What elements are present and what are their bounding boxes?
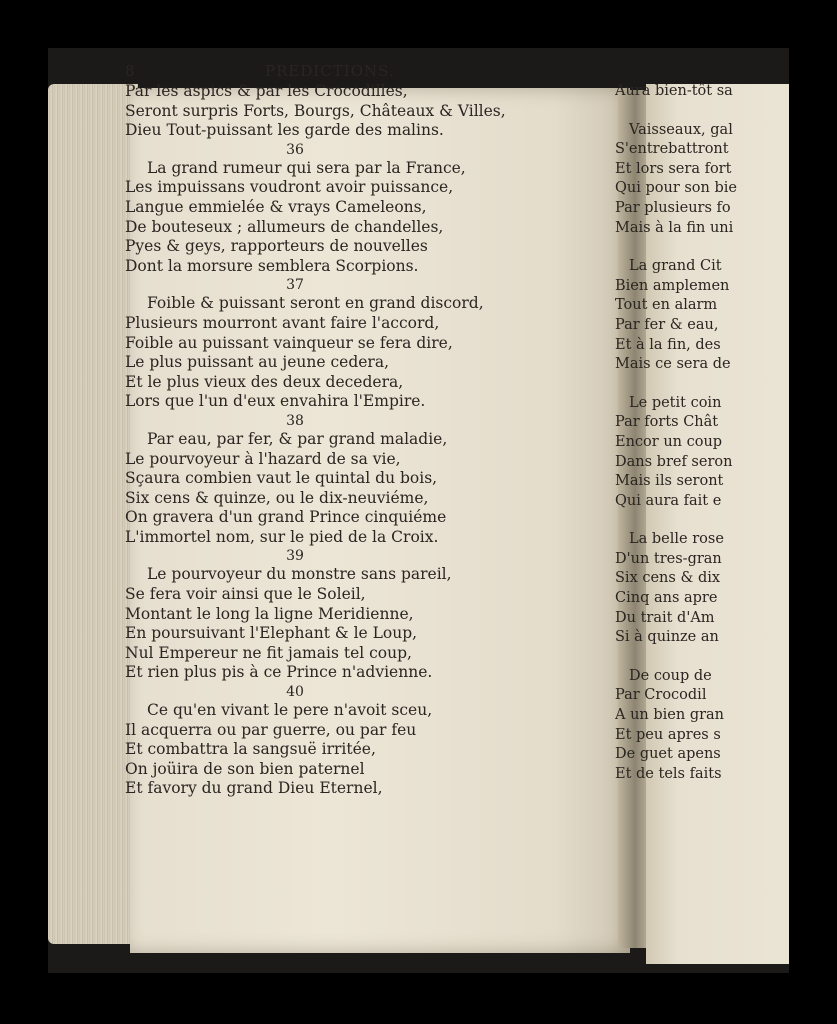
stanza-gap xyxy=(615,102,755,121)
verse-line: On joüira de son bien paternel xyxy=(125,759,365,778)
verse-line-fragment: Si à quinze an xyxy=(615,629,719,646)
stanza-number: 36 xyxy=(286,141,304,158)
verse-line-fragment: Vaisseaux, gal xyxy=(629,121,733,138)
stanza-list xyxy=(125,141,575,799)
verse-line: Dieu Tout-puissant les garde des malins. xyxy=(125,121,444,140)
opening-lines xyxy=(125,82,575,141)
page-number: 8 xyxy=(125,62,135,80)
verse-line: En poursuivant l'Elephant & le Loup, xyxy=(125,624,418,643)
verse-line: Sçaura combien vaut le quintal du bois, xyxy=(125,469,438,488)
stanza-gap xyxy=(615,511,755,530)
verse-line-fragment: Qui pour son bie xyxy=(615,180,737,197)
verse-line: Le plus puissant au jeune cedera, xyxy=(125,353,390,372)
verse-line: Montant le long la ligne Meridienne, xyxy=(125,604,414,623)
verse-line: L'immortel nom, sur le pied de la Croix. xyxy=(125,527,439,546)
verse-line: Foible au puissant vainqueur se fera dire, xyxy=(125,333,453,352)
verse-line-fragment: Et peu apres s xyxy=(615,726,721,743)
verse-line: Les impuissans voudront avoir puissance, xyxy=(125,178,454,197)
verse-line-fragment: Et de tels faits xyxy=(615,765,722,782)
stanza-gap xyxy=(615,648,755,667)
verse-line-fragment: D'un tres-gran xyxy=(615,550,722,567)
verse-line: Nul Empereur ne fit jamais tel coup, xyxy=(125,643,412,662)
verse-line-fragment: Et lors sera fort xyxy=(615,160,732,177)
stanza-number: 38 xyxy=(286,412,304,429)
verse-line: Par les aspics & par les Crocodilles, xyxy=(125,82,408,100)
verse-line-fragment: Mais à la fin uni xyxy=(615,219,734,236)
verse-line-fragment: Par plusieurs fo xyxy=(615,199,731,216)
verse-line: La grand rumeur qui sera par la France, xyxy=(147,158,466,177)
left-page-text xyxy=(125,62,575,799)
stanza-gap xyxy=(615,375,755,394)
verse-line: Et combattra la sangsuë irritée, xyxy=(125,740,376,759)
verse-line: Et favory du grand Dieu Eternel, xyxy=(125,779,383,798)
verse-line: Pyes & geys, rapporteurs de nouvelles xyxy=(125,237,428,256)
verse-line: Se fera voir ainsi que le Soleil, xyxy=(125,585,366,604)
verse-line-fragment: Par Crocodil xyxy=(615,687,707,704)
verse-line-fragment: Et à la fin, des xyxy=(615,336,721,353)
verse-line-fragment: Mais ce sera de xyxy=(615,356,731,373)
right-page-text xyxy=(615,82,755,784)
verse-line-fragment: S'entrebattront xyxy=(615,141,729,158)
verse-line: Six cens & quinze, ou le dix-neuviéme, xyxy=(125,488,429,507)
verse-line: Foible & puissant seront en grand discord, xyxy=(147,294,484,313)
verse-line: Ce qu'en vivant le pere n'avoit sceu, xyxy=(147,701,433,720)
verse-line: Langue emmielée & vrays Cameleons, xyxy=(125,197,427,216)
verse-line: Et le plus vieux des deux decedera, xyxy=(125,372,404,391)
verse-line: Par eau, par fer, & par grand maladie, xyxy=(147,429,448,448)
verse-line-fragment: Encor un coup xyxy=(615,433,723,450)
verse-line-fragment: Cinq ans apre xyxy=(615,590,718,607)
stanza-gap xyxy=(615,238,755,257)
verse-line-fragment: A un bien gran xyxy=(615,707,725,724)
verse-line-fragment: Aura bien-tôt sa xyxy=(615,83,733,99)
verse-line: Plusieurs mourront avant faire l'accord, xyxy=(125,313,440,332)
verse-line: On gravera d'un grand Prince cinquiéme xyxy=(125,508,447,527)
right-stanza-list xyxy=(615,82,755,784)
verse-line: Le pourvoyeur à l'hazard de sa vie, xyxy=(125,449,401,468)
running-head: PREDICTIONS. xyxy=(265,62,395,80)
verse-line-fragment: Tout en alarm xyxy=(615,297,718,314)
verse-line-fragment: De coup de xyxy=(629,667,712,684)
verse-line-fragment: Six cens & dix xyxy=(615,570,721,587)
stanza-number: 40 xyxy=(286,684,304,701)
verse-line: Et rien plus pis à ce Prince n'advienne. xyxy=(125,663,433,682)
verse-line-fragment: La grand Cit xyxy=(629,258,722,275)
verse-line-fragment: Mais ils seront xyxy=(615,473,724,490)
verse-line-fragment: Dans bref seron xyxy=(615,453,733,470)
verse-line: Seront surpris Forts, Bourgs, Châteaux & Villes, xyxy=(125,101,506,120)
stanza-number: 37 xyxy=(286,277,304,294)
verse-line: Il acquerra ou par guerre, ou par feu xyxy=(125,720,417,739)
verse-line-fragment: Par forts Chât xyxy=(615,414,719,431)
verse-line: Dont la morsure semblera Scorpions. xyxy=(125,256,419,275)
verse-line-fragment: De guet apens xyxy=(615,746,721,763)
stanza-number: 39 xyxy=(286,548,304,565)
verse-line-fragment: La belle rose xyxy=(629,531,724,548)
verse-line-fragment: Bien amplemen xyxy=(615,277,730,294)
verse-line: Le pourvoyeur du monstre sans pareil, xyxy=(147,565,452,584)
verse-line-fragment: Par fer & eau, xyxy=(615,316,719,333)
verse-line-fragment: Du trait d'Am xyxy=(615,609,715,626)
verse-line: De bouteseux ; allumeurs de chandelles, xyxy=(125,217,444,236)
verse-line-fragment: Qui aura fait e xyxy=(615,492,722,509)
page-header xyxy=(125,62,575,82)
verse-line: Lors que l'un d'eux envahira l'Empire. xyxy=(125,392,426,411)
verse-line-fragment: Le petit coin xyxy=(629,394,722,411)
